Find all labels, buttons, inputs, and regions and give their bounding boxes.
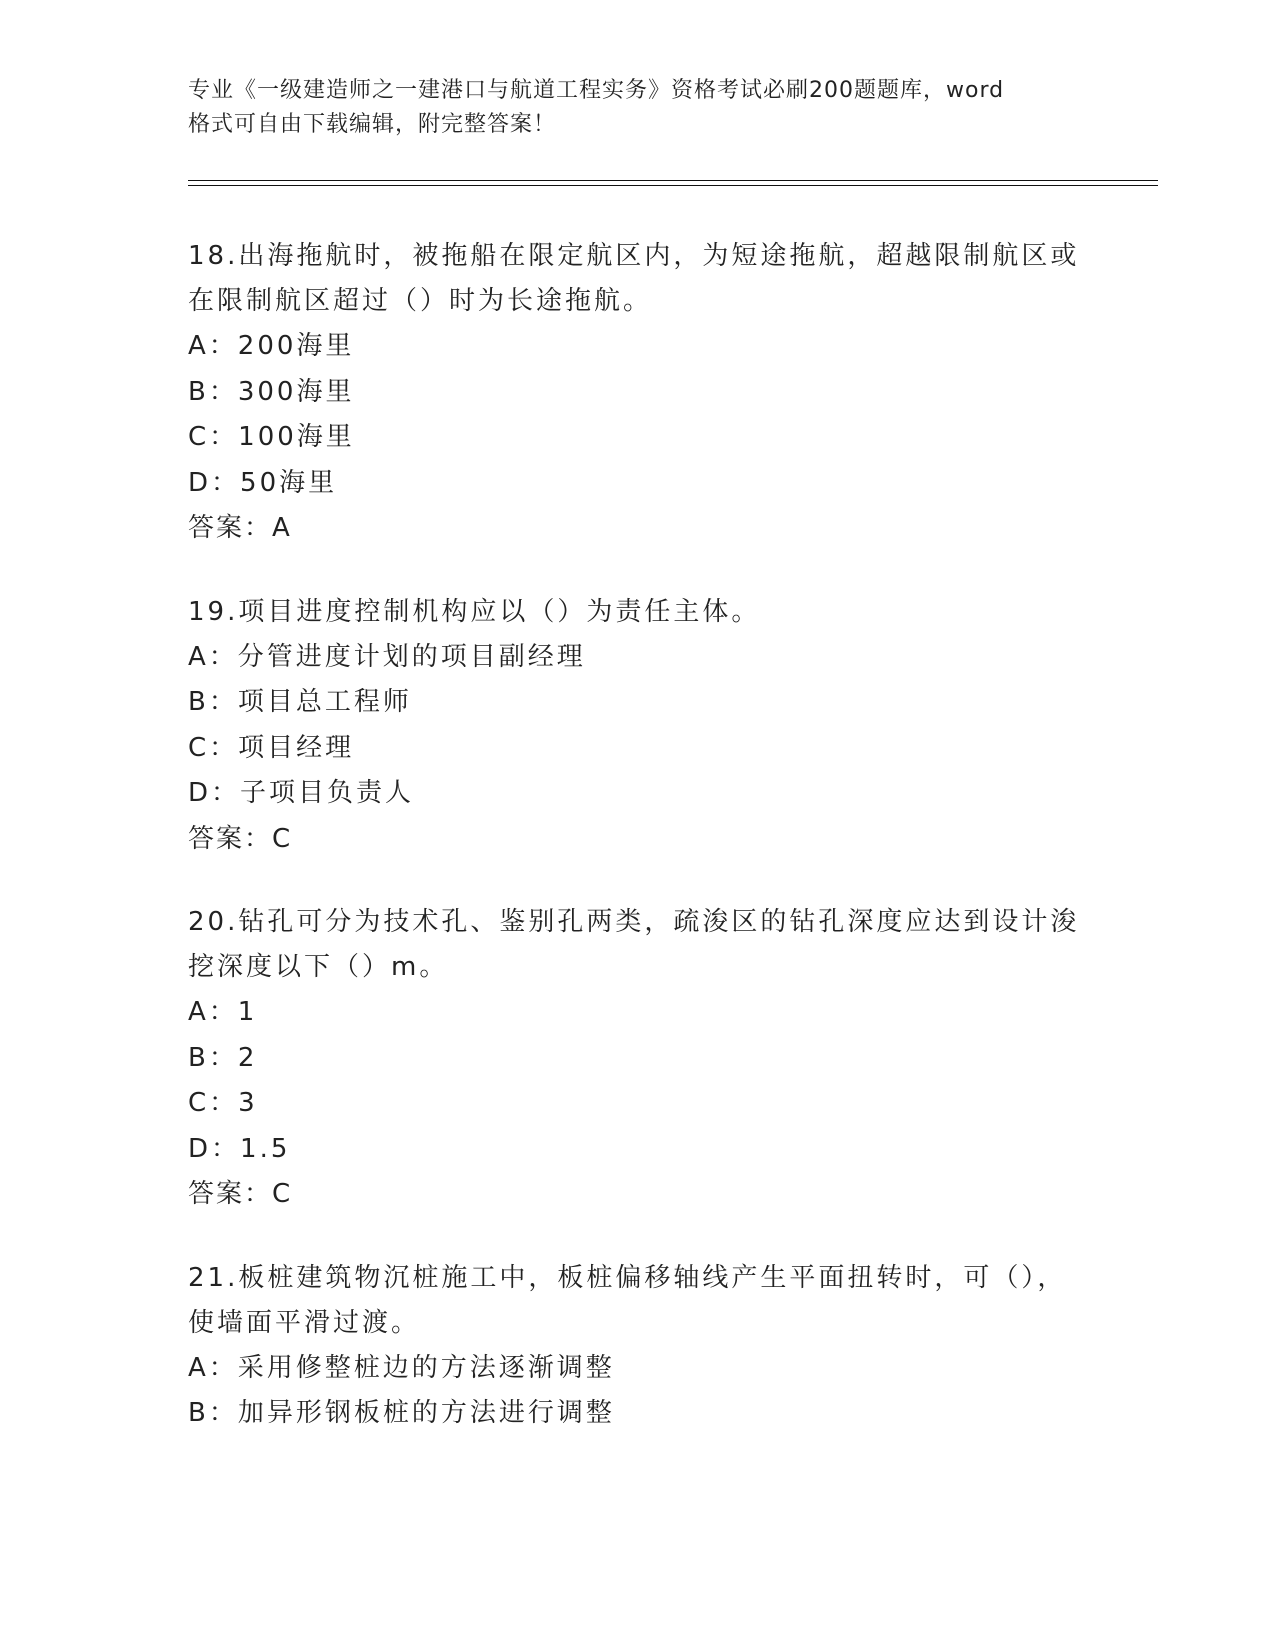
option-d: D：子项目负责人 [188,778,415,808]
question-text: 19.项目进度控制机构应以（）为责任主体。 [188,596,761,627]
answer: 答案：C [188,823,293,854]
document-header [188,74,1088,142]
option-c: C：3 [188,1088,258,1118]
question-list [188,234,1088,1475]
option-b: B：项目总工程师 [188,687,412,717]
question-20 [188,900,1088,1218]
header-divider-top [188,180,1158,181]
option-d: D：1.5 [188,1133,291,1164]
option-a: A：采用修整桩边的方法逐渐调整 [188,1352,615,1383]
answer: 答案：A [188,513,292,543]
header-line-2: 格式可自由下载编辑，附完整答案！ [188,112,557,137]
option-b: B：加异形钢板桩的方法进行调整 [188,1398,615,1428]
question-18 [188,234,1088,552]
question-19 [188,590,1088,863]
option-a: A：200海里 [188,331,355,361]
option-a: A：1 [188,997,258,1027]
option-c: C：项目经理 [188,732,355,763]
option-c: C：100海里 [188,422,355,452]
question-text: 21.板桩建筑物沉桩施工中，板桩偏移轴线产生平面扭转时，可（），使墙面平滑过渡。 [188,1262,1067,1338]
option-a: A：分管进度计划的项目副经理 [188,641,586,672]
header-line-1: 专业《一级建造师之一建港口与航道工程实务》资格考试必刷200题题库，word [188,78,1005,103]
question-text: 18.出海拖航时，被拖船在限定航区内，为短途拖航，超越限制航区或在限制航区超过（）时为长途拖航。 [188,241,1080,316]
option-b: B：300海里 [188,376,355,407]
header-divider-bottom [188,185,1158,186]
question-text: 20.钻孔可分为技术孔、鉴别孔两类，疏浚区的钻孔深度应达到设计浚挖深度以下（）m。 [188,907,1080,982]
question-21 [188,1256,1088,1437]
option-b: B：2 [188,1042,258,1073]
option-d: D：50海里 [188,467,338,498]
answer: 答案：C [188,1179,293,1209]
